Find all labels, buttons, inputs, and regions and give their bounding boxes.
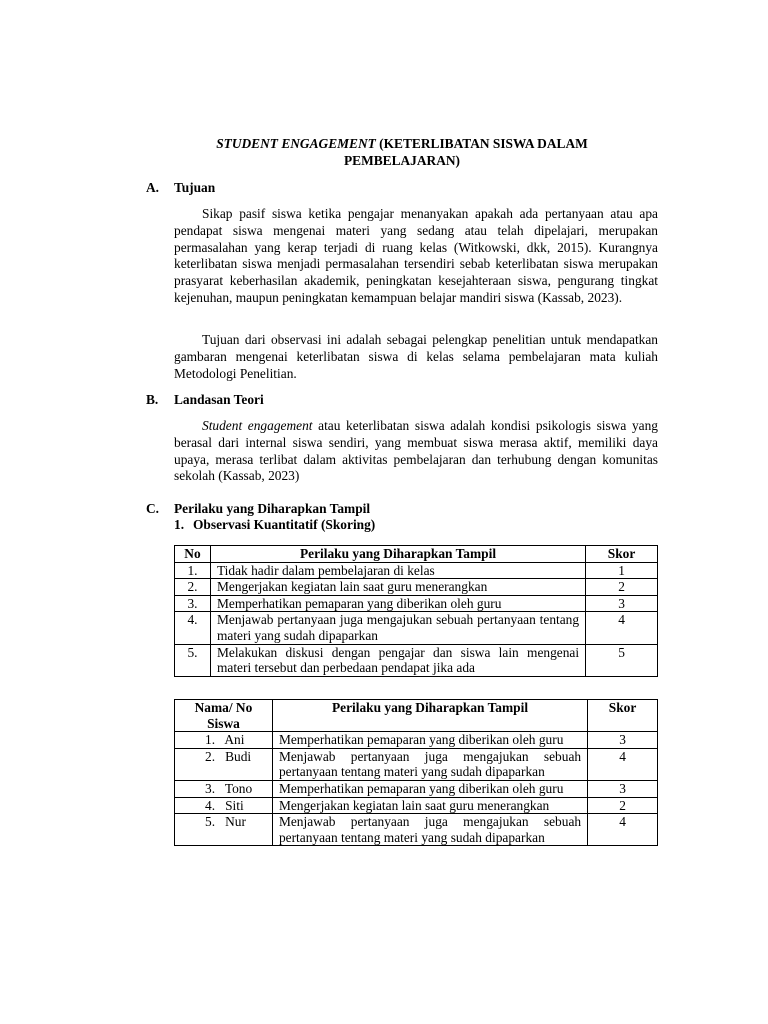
column-header-no: No [175,546,211,563]
table-row [175,644,658,676]
table-row [175,562,658,579]
table-row [175,595,658,612]
section-c-title: Perilaku yang Diharapkan Tampil [174,501,371,516]
row-student-name: 5. Nur [175,814,273,846]
row-student-name: 1. Ani [175,732,273,749]
row-number: 1. [175,562,211,579]
row-behavior: Memperhatikan pemaparan yang diberikan oleh guru [272,780,587,797]
section-c-heading [146,501,370,518]
row-behavior: Mengerjakan kegiatan lain saat guru menerangkan [210,579,585,596]
row-behavior: Menjawab pertanyaan juga mengajukan sebuah pertanyaan tentang materi yang sudah dipaparkan [272,814,587,846]
column-header-score: Skor [588,700,658,732]
section-b-italic-term: Student engagement [202,418,313,433]
row-score: 3 [588,732,658,749]
table-row [175,814,658,846]
row-score: 1 [586,562,658,579]
student-score-table [174,699,658,846]
student-table-header-row [175,700,658,732]
section-c-letter: C. [146,501,160,516]
row-student-name: 4. Siti [175,797,273,814]
row-student-name: 2. Budi [175,748,273,780]
row-behavior: Mengerjakan kegiatan lain saat guru menerangkan [272,797,587,814]
row-behavior: Menjawab pertanyaan juga mengajukan sebuah pertanyaan tentang materi yang sudah dipaparkan [272,748,587,780]
row-behavior: Menjawab pertanyaan juga mengajukan sebuah pertanyaan tentang materi yang sudah dipaparkan [210,612,585,644]
table-row [175,579,658,596]
section-a-paragraph-2: Tujuan dari observasi ini adalah sebagai pelengkap penelitian untuk mendapatkan gambaran mengenai keterlibatan siswa di kelas selama pembelajaran mata kuliah Metodologi Penelitian. [174,332,658,381]
scoring-table-header-row [175,546,658,563]
table-row [175,748,658,780]
column-header-student: Nama/ No Siswa [175,700,273,732]
section-a-letter: A. [146,180,160,195]
row-behavior: Memperhatikan pemaparan yang diberikan oleh guru [210,595,585,612]
table-row [175,797,658,814]
row-behavior: Tidak hadir dalam pembelajaran di kelas [210,562,585,579]
subsection-number: 1. [174,517,185,532]
subsection-title: Observasi Kuantitatif (Skoring) [193,517,376,532]
row-score: 5 [586,644,658,676]
scoring-table [174,545,658,677]
row-score: 2 [586,579,658,596]
row-number: 3. [175,595,211,612]
table-row [175,612,658,644]
section-a-title: Tujuan [174,180,216,195]
row-score: 2 [588,797,658,814]
section-a-paragraph-1: Sikap pasif siswa ketika pengajar menanyakan apakah ada pertanyaan atau apa pendapat siswa mengenai materi yang sedang atau telah dipelajari, merupakan permasalahan yang kerap terjadi di ruang kelas (Witkowski, dkk, 2015). Kurangnya keterlibatan siswa menjadi permasalahan tersendiri sebab keterlibatan siswa merupakan prasyarat keberhasilan akademik, peningkatan kesejahteraan siswa, pengurang tingkat kejenuhan, maupun peningkatan kemampuan belajar mandiri siswa (Kassab, 2023). [174,206,658,305]
section-b-letter: B. [146,392,159,407]
table-row [175,732,658,749]
column-header-behavior: Perilaku yang Diharapkan Tampil [210,546,585,563]
row-behavior: Melakukan diskusi dengan pengajar dan siswa lain mengenai materi tersebut dan perbedaan pendapat jika ada [210,644,585,676]
row-number: 4. [175,612,211,644]
row-score: 3 [586,595,658,612]
row-student-name: 3. Tono [175,780,273,797]
column-header-behavior: Perilaku yang Diharapkan Tampil [272,700,587,732]
row-score: 4 [588,814,658,846]
section-b-heading [146,392,264,409]
section-b-paragraph-text: atau keterlibatan siswa adalah kondisi psikologis siswa yang berasal dari internal siswa sendiri, yang membuat siswa merasa aktif, memiliki daya upaya, merasa terlibat dalam aktivitas pembelajaran dan terhubung dengan komunitas sekolah (Kassab, 2023) [174,418,658,484]
section-b-title: Landasan Teori [174,392,264,407]
table-row [175,780,658,797]
section-a-heading [146,180,215,197]
column-header-score: Skor [586,546,658,563]
section-b-paragraph [174,418,658,485]
document-title [176,136,628,170]
row-score: 4 [588,748,658,780]
title-rest: (KETERLIBATAN SISWA DALAM PEMBELAJARAN) [343,136,588,168]
row-number: 2. [175,579,211,596]
row-number: 5. [175,644,211,676]
row-score: 3 [588,780,658,797]
row-behavior: Memperhatikan pemaparan yang diberikan oleh guru [272,732,587,749]
row-score: 4 [586,612,658,644]
title-italic: STUDENT ENGAGEMENT [216,136,376,151]
subsection-heading [174,517,375,534]
